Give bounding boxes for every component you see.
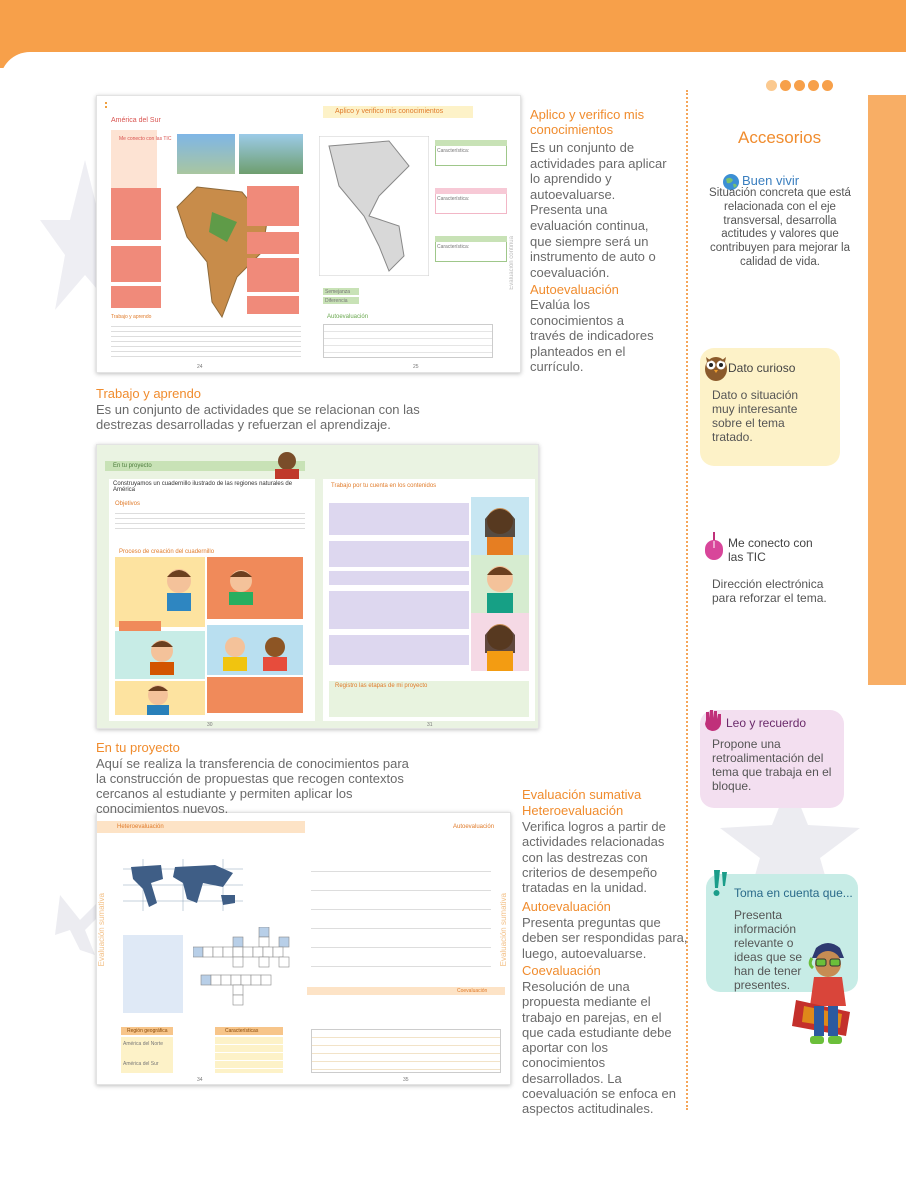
hand-icon	[702, 708, 724, 732]
boy-illustration	[471, 555, 529, 615]
thumb3-region-header: Región geográfica	[127, 1028, 168, 1034]
kid-with-map-icon	[267, 449, 307, 483]
page-dots	[766, 80, 833, 91]
hetero-title: Heteroevaluación	[522, 803, 624, 818]
girl-writing-illustration	[471, 613, 529, 671]
thumb1-diferencia: Diferencia	[325, 298, 348, 304]
autoeval-title: Autoevaluación	[530, 282, 619, 297]
thumb1-auto: Autoevaluación	[327, 314, 369, 320]
thumb1-car-2: Característica:	[437, 196, 470, 202]
children-group-illustration	[217, 631, 297, 671]
tic-body: Dirección electrónica para reforzar el tema.	[712, 577, 827, 605]
thumb2-title: Construyamos un cuadernillo ilustrado de las regiones naturales de América	[113, 481, 293, 493]
aplico-title: Aplico y verifico mis conocimientos	[530, 107, 645, 137]
child-illustration-4	[133, 681, 183, 715]
aplico-body: Es un conjunto de actividades para aplicar lo aprendido y autoevaluarse. Presenta una evaluación continua, que siempre será un instrumento de auto o coevaluación.	[530, 140, 667, 280]
thumb2-page-left: 30	[207, 722, 213, 728]
exclamation-icon	[708, 868, 730, 898]
thumb2-right-title: Trabajo por tu cuenta en los contenidos	[331, 483, 437, 489]
dato-curioso-title: Dato curioso	[728, 361, 796, 375]
thumb2-page-right: 31	[427, 722, 433, 728]
thumb1-semejanza: Semejanza	[325, 289, 351, 295]
thumb2-objetivos: Objetivos	[115, 501, 141, 507]
thumb1-car-1: Característica:	[437, 148, 470, 154]
americas-map	[319, 136, 429, 276]
thumb3-region-2: América del Sur	[123, 1061, 159, 1067]
thumb3-side-label-left: Evaluación sumativa	[97, 893, 106, 967]
sidebar-orange-strip	[868, 95, 906, 685]
thumb3-left-header: Heteroevaluación	[117, 824, 164, 830]
thumb3-region-1: América del Norte	[123, 1041, 164, 1047]
dato-curioso-body: Dato o situación muy interesante sobre el tema tratado.	[712, 388, 799, 444]
thumb3-page-right: 35	[403, 1077, 409, 1083]
toma-en-cuenta-title: Toma en cuenta que...	[734, 886, 853, 900]
thumb3-car-header: Características	[225, 1028, 259, 1034]
thumb1-car-3: Característica:	[437, 244, 470, 250]
thumbnail-proyecto-spread	[96, 444, 539, 729]
thumbnail-aplico-spread	[96, 95, 521, 373]
thumb2-header: En tu proyecto	[113, 463, 152, 469]
sumativa-auto-body: Presenta preguntas que deben ser respondidas para, luego, autoevaluarse.	[522, 915, 688, 961]
coeval-title: Coevaluación	[522, 963, 601, 978]
mouse-icon	[703, 532, 725, 560]
thumb1-page-right: 25	[413, 364, 419, 370]
buen-vivir-title: Buen vivir	[742, 173, 800, 188]
leo-recuerdo-title: Leo y recuerdo	[726, 716, 807, 730]
owl-icon	[703, 352, 729, 382]
child-illustration-1	[157, 563, 201, 611]
top-band	[0, 0, 906, 68]
proyecto-body: Aquí se realiza la transferencia de conocimientos para la construcción de propuestas que recogen contextos cercanos al estudiante y permiten aplicar los conocimientos nuevos.	[96, 756, 409, 816]
proyecto-title: En tu proyecto	[96, 740, 180, 755]
thumb3-right-header: Autoevaluación	[453, 824, 495, 830]
thumbnail-evaluacion-spread	[96, 812, 511, 1085]
trabajo-title: Trabajo y aprendo	[96, 386, 202, 401]
coeval-body: Resolución de una propuesta mediante el trabajo en parejas, en el que cada estudiante debe aportar con los conocimientos desarrollados. La coevaluación se enfoca en aspectos actitudinales.	[522, 979, 676, 1117]
crossword-grid	[193, 927, 303, 1007]
autoeval-body: Evalúa los conocimientos a través de indicadores planteados en el currículo.	[530, 297, 654, 375]
thumb3-coeval: Coevaluación	[457, 988, 488, 994]
toma-en-cuenta-body: Presenta información relevante o ideas que se han de tener presentes.	[734, 908, 803, 992]
tic-title: Me conecto con las TIC	[728, 536, 813, 564]
girl-reading-illustration	[471, 497, 529, 557]
sumativa-auto-title: Autoevaluación	[522, 899, 611, 914]
thumb3-side-label-right: Evaluación sumativa	[499, 893, 508, 967]
sumativa-title: Evaluación sumativa	[522, 787, 642, 802]
thumb1-right-title: Aplico y verifico mis conocimientos	[335, 108, 444, 115]
mascot-kid-illustration	[788, 940, 858, 1050]
thumb2-proceso: Proceso de creación del cuadernillo	[119, 549, 215, 555]
child-illustration-2	[221, 565, 261, 605]
trabajo-body: Es un conjunto de actividades que se relacionan con las destrezas desarrolladas y refuerzan el aprendizaje.	[96, 402, 420, 432]
child-illustration-3	[137, 635, 187, 675]
buen-vivir-body: Situación concreta que está relacionada con el eje transversal, desarrolla actitudes y valores que contribuyen para mejorar la calidad de vida.	[709, 187, 851, 268]
thumb1-page-left: 24	[197, 364, 203, 370]
thumb1-trabajo: Trabajo y aprendo	[111, 314, 152, 320]
thumb2-registro: Registro las etapas de mi proyecto	[335, 683, 428, 689]
thumb1-tic: Me conecto con las TIC	[119, 136, 172, 142]
accesorios-title: Accesorios	[738, 128, 822, 147]
world-map	[123, 859, 243, 911]
hetero-body: Verifica logros a partir de actividades relacionadas con las destrezas con criterios de desempeño tratadas en la unidad.	[522, 819, 666, 896]
thumb3-page-left: 34	[197, 1077, 203, 1083]
thumb1-left-title: América del Sur	[111, 117, 161, 124]
thumb1-side-label: Evaluación continua	[509, 236, 515, 290]
leo-recuerdo-body: Propone una retroalimentación del tema que trabaja en el bloque.	[712, 737, 832, 793]
